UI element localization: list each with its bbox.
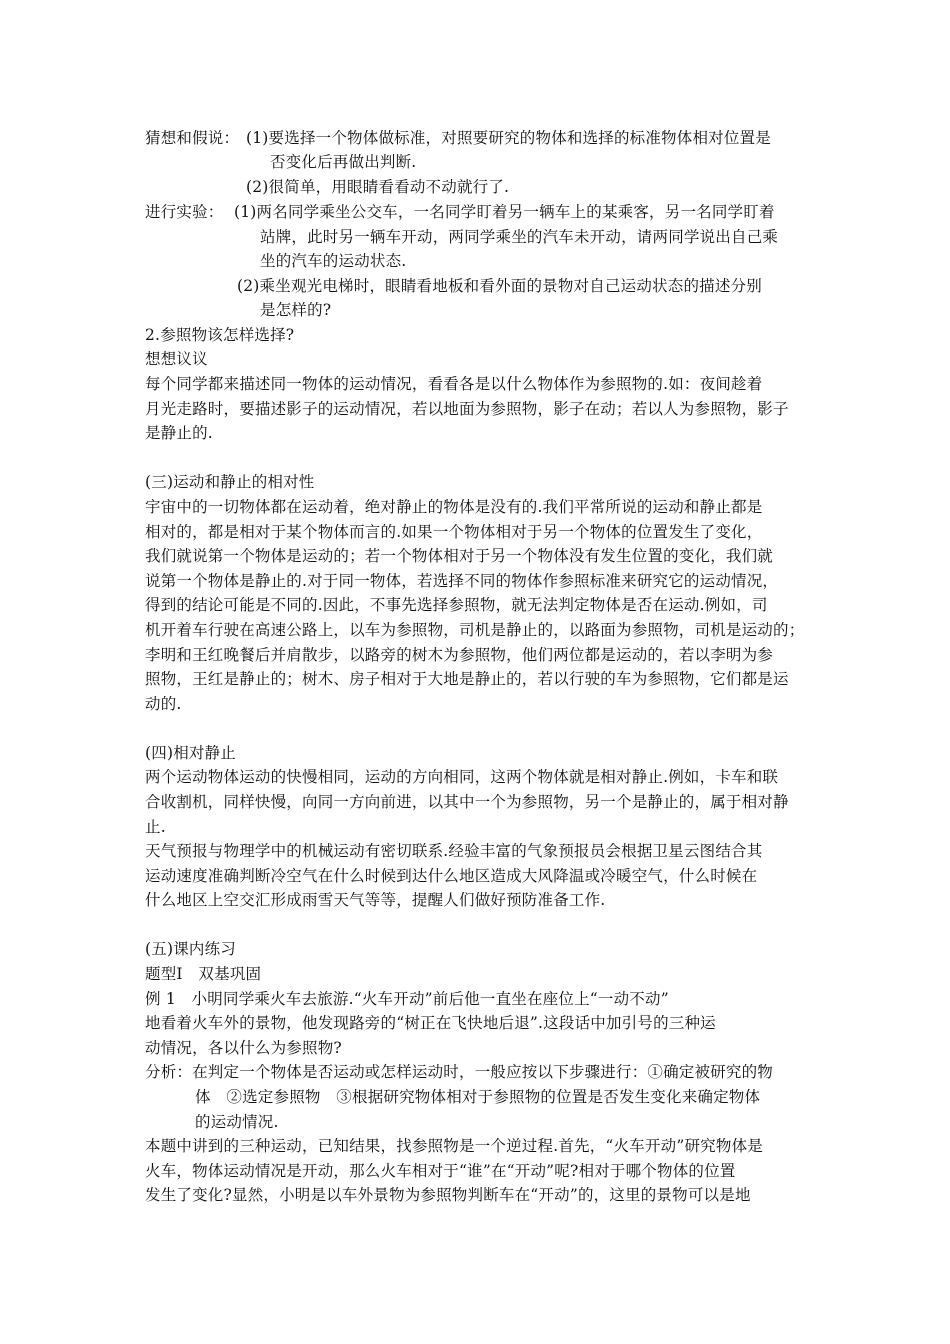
section5-heading: (五)课内练习 [145,940,236,958]
analysis-line: 的运动情况. [195,1113,279,1131]
section2-paragraph-line: 是静止的. [145,424,213,442]
experiment-item1-line3: 坐的汽车的运动状态. [260,252,407,270]
section3-paragraph-line: 宇宙中的一切物体都在运动着，绝对静止的物体是没有的.我们平常所说的运动和静止都是 [145,498,763,516]
section4-paragraph-line: 天气预报与物理学中的机械运动有密切联系.经验丰富的气象预报员会根据卫星云图结合其 [145,842,763,860]
section4-paragraph-line: 两个运动物体运动的快慢相同，运动的方向相同，这两个物体就是相对静止.例如，卡车和联 [145,768,779,786]
analysis-line: 分析：在判定一个物体是否运动或怎样运动时，一般应按以下步骤进行：①确定被研究的物 [145,1063,774,1081]
section4-paragraph-line: 止. [145,818,166,836]
question-type-label: 题型Ⅰ 双基巩固 [145,965,262,983]
analysis-line: 体 ②选定参照物 ③根据研究物体相对于参照物的位置是否发生变化来确定物体 [195,1088,761,1106]
section2-subheading: 想想议议 [145,350,208,368]
section3-paragraph-line: 李明和王红晚餐后并肩散步，以路旁的树木为参照物，他们两位都是运动的，若以李明为参 [145,646,774,664]
section3-paragraph-line: 机开着车行驶在高速公路上，以车为参照物，司机是静止的，以路面为参照物，司机是运动的； [145,621,805,639]
hypothesis-item1-line1: (1)要选择一个物体做标准，对照要研究的物体和选择的标准物体相对位置是 [246,129,771,147]
section3-paragraph-line: 相对的，都是相对于某个物体而言的.如果一个物体相对于另一个物体的位置发生了变化， [145,523,763,541]
section3-paragraph-line: 照物，王红是静止的；树木、房子相对于大地是静止的，若以行驶的车为参照物，它们都是运 [145,670,789,688]
section3-heading: (三)运动和静止的相对性 [145,473,315,491]
experiment-item1-line2: 站牌，此时另一辆车开动，两同学乘坐的汽车未开动，请两同学说出自己乘 [260,228,779,246]
section3-paragraph-line: 得到的结论可能是不同的.因此，不事先选择参照物，就无法判定物体是否在运动.例如，司 [145,596,768,614]
section4-paragraph-line: 合收割机，同样快慢，向同一方向前进，以其中一个为参照物，另一个是静止的，属于相对静 [145,793,789,811]
experiment-item2-line1: (2)乘坐观光电梯时，眼睛看地板和看外面的景物对自己运动状态的描述分别 [237,277,762,295]
section4-heading: (四)相对静止 [145,744,236,762]
experiment-label: 进行实验： [145,203,224,221]
section3-paragraph-line: 动的. [145,695,182,713]
section2-paragraph-line: 月光走路时，要描述影子的运动情况，若以地面为参照物，影子在动；若以人为参照物，影子 [145,400,789,418]
example-line: 地看着火车外的景物，他发现路旁的“树正在飞快地后退”.这段话中加引号的三种运 [145,1014,716,1032]
section4-paragraph-line: 运动速度准确判断冷空气在什么时候到达什么地区造成大风降温或冷暖空气，什么时候在 [145,867,758,885]
example-line: 例 1 小明同学乘火车去旅游.“火车开动”前后他一直坐在座位上“一动不动” [145,990,669,1008]
body-line: 发生了变化?显然，小明是以车外景物为参照物判断车在“开动”的，这里的景物可以是地 [145,1186,751,1204]
example-line: 动情况，各以什么为参照物? [145,1039,342,1057]
body-line: 火车，物体运动情况是开动，那么火车相对于“谁”在“开动”呢?相对于哪个物体的位置 [145,1162,736,1180]
section2-paragraph-line: 每个同学都来描述同一物体的运动情况，看看各是以什么物体作为参照物的.如：夜间趁着 [145,375,763,393]
hypothesis-label: 猜想和假说： [145,129,240,147]
section3-paragraph-line: 说第一个物体是静止的.对于同一物体，若选择不同的物体作参照标准来研究它的运动情况， [145,572,779,590]
experiment-item1-line1: (1)两名同学乘坐公交车，一名同学盯着另一辆车上的某乘客，另一名同学盯着 [234,203,775,221]
hypothesis-item1-line2: 否变化后再做出判断. [270,153,417,171]
body-line: 本题中讲到的三种运动，已知结果，找参照物是一个逆过程.首先，“火车开动”研究物体是 [145,1137,763,1155]
experiment-item2-line2: 是怎样的? [260,301,332,319]
hypothesis-item2: (2)很简单，用眼睛看看动不动就行了. [246,178,510,196]
section2-heading: 2.参照物该怎样选择? [145,326,295,344]
section4-paragraph-line: 什么地区上空交汇形成雨雪天气等等，提醒人们做好预防准备工作. [145,891,606,909]
section3-paragraph-line: 我们就说第一个物体是运动的；若一个物体相对于另一个物体没有发生位置的变化，我们就 [145,547,774,565]
